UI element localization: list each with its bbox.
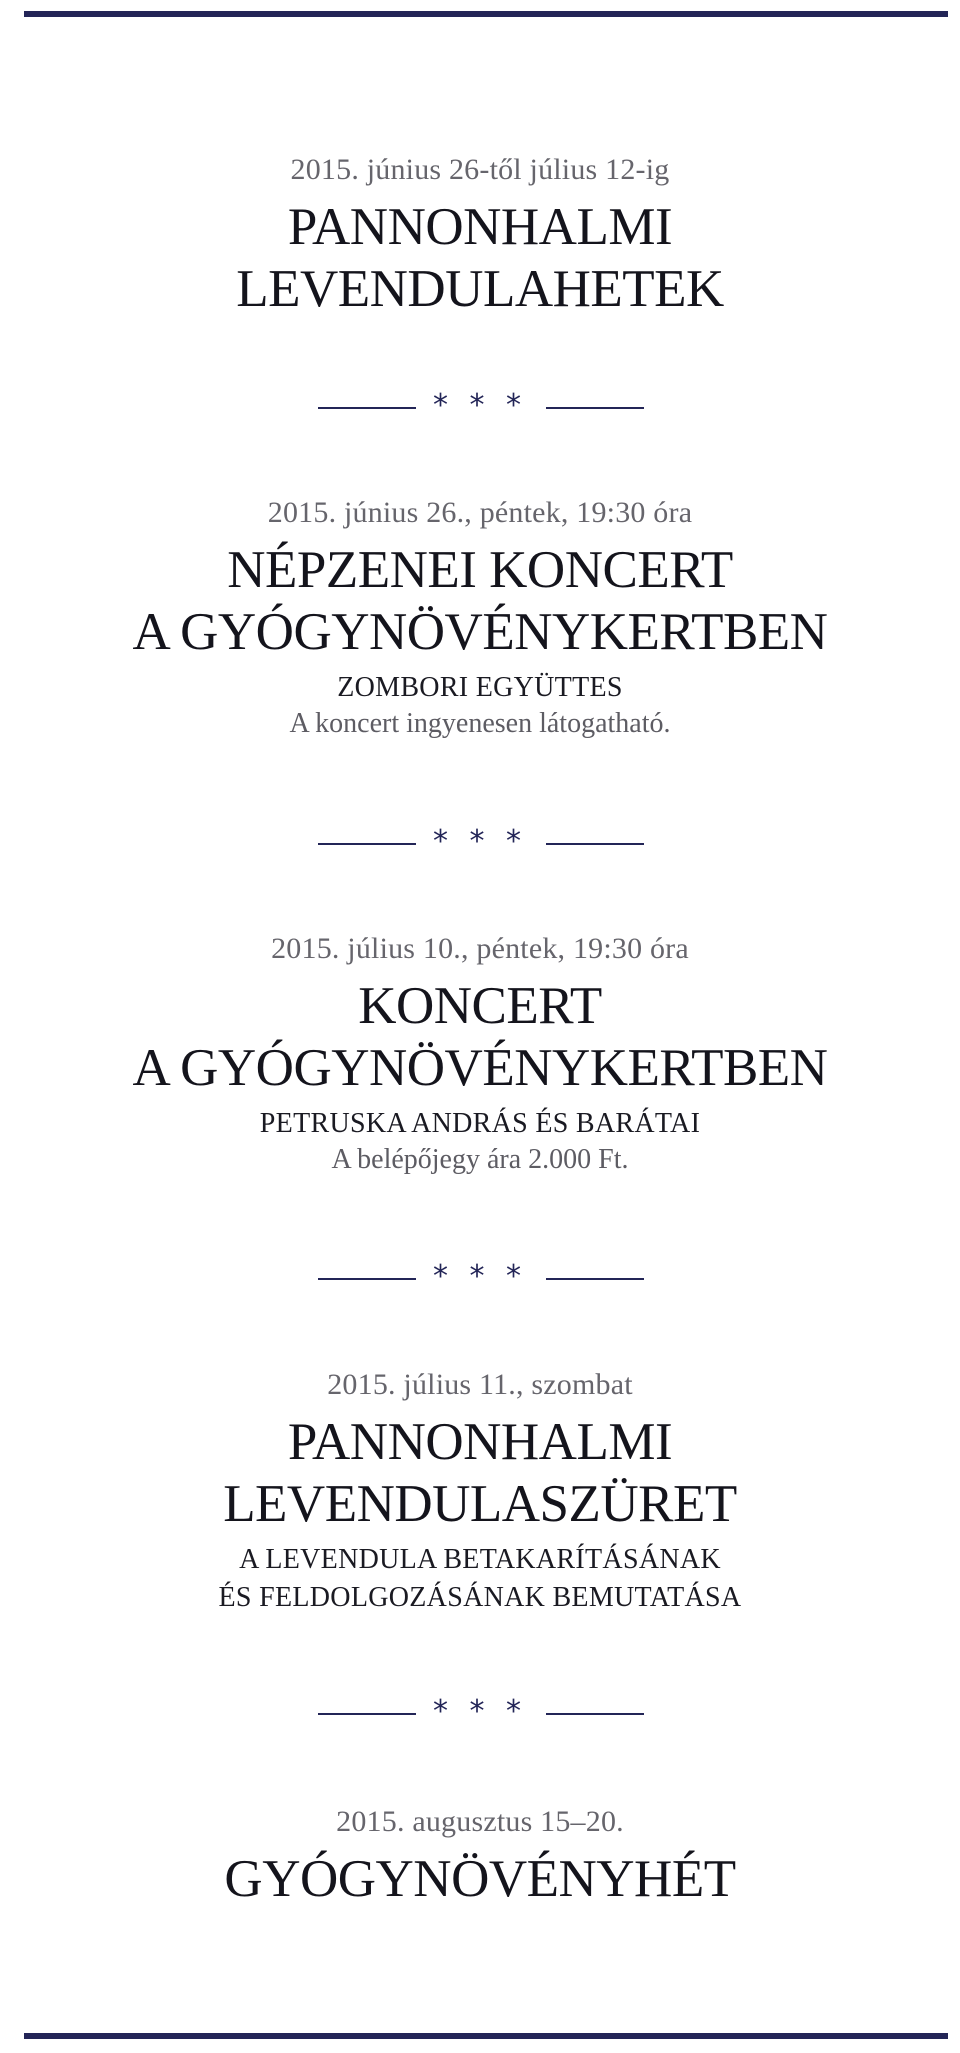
event-title-line1: PANNONHALMI [287, 1413, 673, 1471]
separator-line-left [318, 1278, 416, 1280]
event-date: 2015. június 26., péntek, 19:30 óra [267, 496, 693, 529]
event-subtitle-line1: A LEVENDULA BETAKARÍTÁSÁNAK [239, 1544, 721, 1575]
separator-line-right [546, 843, 644, 845]
event-title-line2: LEVENDULASZÜRET [223, 1475, 737, 1533]
event-gyogynovenyhet [0, 1802, 960, 1910]
event-levendulahetek [0, 150, 960, 320]
event-nepzenei-koncert [0, 493, 960, 741]
bottom-border-rule [24, 2033, 948, 2039]
event-note: A belépőjegy ára 2.000 Ft. [331, 1144, 629, 1175]
event-note: A koncert ingyenesen látogatható. [289, 708, 671, 739]
top-border-rule [24, 11, 948, 17]
event-subtitle-line2: ÉS FELDOLGOZÁSÁNAK BEMUTATÁSA [218, 1582, 742, 1613]
section-separator [0, 1694, 960, 1729]
section-separator [0, 824, 960, 859]
event-koncert [0, 929, 960, 1177]
section-separator [0, 388, 960, 423]
event-title-line2: A GYÓGYNÖVÉNYKERTBEN [132, 603, 828, 661]
section-separator [0, 1259, 960, 1294]
event-title-line1: NÉPZENEI KONCERT [227, 541, 733, 599]
separator-line-left [318, 1713, 416, 1715]
event-title-line1: KONCERT [358, 977, 602, 1035]
event-levendulaszuret [0, 1365, 960, 1617]
event-date: 2015. július 11., szombat [327, 1368, 633, 1401]
separator-line-right [546, 407, 644, 409]
separator-stars-icon: * * * [432, 1694, 528, 1729]
separator-stars-icon: * * * [432, 824, 528, 859]
event-title-line1: GYÓGYNÖVÉNYHÉT [224, 1850, 736, 1908]
event-date: 2015. június 26-től július 12-ig [290, 153, 670, 186]
separator-stars-icon: * * * [432, 388, 528, 423]
event-title-line2: LEVENDULAHETEK [236, 260, 724, 318]
event-date: 2015. augusztus 15–20. [336, 1805, 624, 1838]
separator-line-left [318, 843, 416, 845]
event-title-line1: PANNONHALMI [287, 198, 673, 256]
event-date: 2015. július 10., péntek, 19:30 óra [271, 932, 689, 965]
separator-stars-icon: * * * [432, 1259, 528, 1294]
event-performer: PETRUSKA ANDRÁS ÉS BARÁTAI [259, 1108, 701, 1139]
separator-line-right [546, 1278, 644, 1280]
separator-line-right [546, 1713, 644, 1715]
event-performer: ZOMBORI EGYÜTTES [337, 672, 623, 703]
event-title-line2: A GYÓGYNÖVÉNYKERTBEN [132, 1039, 828, 1097]
separator-line-left [318, 407, 416, 409]
